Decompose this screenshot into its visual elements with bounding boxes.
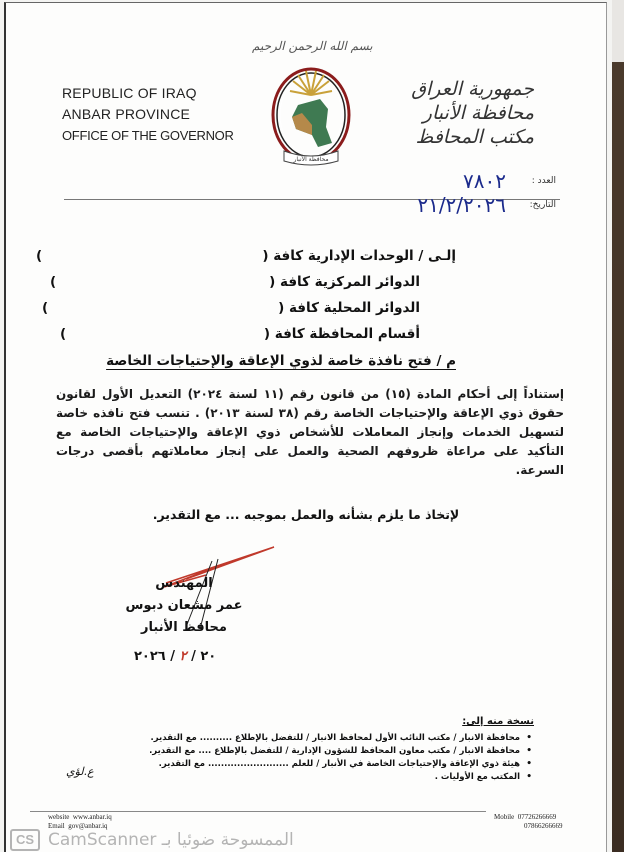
- addressee-bracket: ): [50, 274, 57, 290]
- emblem-caption: محافظة الأنبار: [293, 156, 329, 163]
- watermark-text: الممسوحة ضوئيا بـ CamScanner: [48, 830, 294, 850]
- mobile-label: Mobile: [494, 813, 515, 821]
- arabic-letterhead: [411, 77, 534, 149]
- number-value: ٧٨٠٢: [463, 169, 506, 193]
- body-paragraph: إستناداً إلى أحكام المادة (١٥) من قانون رقم (١١ لسنة ٢٠٢٤) التعديل الأول لقانون حقوق ذوي الإعاقة والإحتياجات الخاصة رقم (٣٨ لسنة ٢٠١٣) . تنسب فتح نافذه خاصة لتسهيل الخدمات وإنجاز المعاملات للأشخاص ذوي الإعاقة والإحتياجات الخاصة مع التأكيد على مراعاة ظروفهم الصحية والعمل على إنجاز معاملاتهم بأقصى درجات السرعة.: [56, 387, 565, 477]
- date-value: ٢١/٢/٢٠٢٦: [417, 193, 506, 217]
- addressee-line: [36, 295, 456, 321]
- letterhead-line-1: REPUBLIC OF IRAQ: [62, 85, 197, 101]
- mobile-number: 07866266669: [524, 822, 563, 830]
- footer-divider: [30, 811, 486, 812]
- date-day: ٢٠: [200, 649, 217, 664]
- website-row: [48, 813, 112, 822]
- email-label: Email: [48, 822, 65, 830]
- date-month: ٢: [179, 649, 187, 664]
- website-link[interactable]: www.anbar.iq: [72, 813, 112, 821]
- subject-line: م / فتح نافذة خاصة لذوي الإعاقة والإحتياجات الخاصة: [106, 353, 456, 369]
- arabic-letterhead-line-2: محافظة الأنبار: [422, 102, 534, 124]
- english-letterhead: [62, 83, 234, 146]
- reference-number-row: [417, 169, 556, 193]
- date-separator: /: [170, 649, 176, 664]
- copy-to-title: نسخة منه إلى:: [462, 716, 534, 727]
- mobile-number: 07726266669: [517, 813, 557, 821]
- addressee-text: إلـى / الوحدات الإدارية كافة (: [262, 248, 456, 264]
- signatory-block: [94, 573, 274, 639]
- signatory-name: عمر مشعان دبوس: [125, 598, 243, 613]
- addressee-bracket: ): [60, 326, 67, 342]
- addressee-line: [36, 243, 456, 269]
- addressee-line: [36, 269, 456, 295]
- basmala: بسم الله الرحمن الرحيم: [252, 39, 373, 53]
- copy-to-item: • هيئة ذوي الإعاقة والإحتياجات الخاصة في الأنبار / للعلم ......................... مع التقدير.: [149, 758, 520, 771]
- closing-line: لإتخاذ ما يلزم بشأنه والعمل بموجبه ... مع التقدير.: [152, 507, 460, 522]
- signatory-position: محافظ الأنبار: [141, 620, 227, 635]
- camscanner-logo-icon: CS: [10, 829, 40, 851]
- addressee-text: الدوائر المحلية كافة (: [278, 300, 420, 316]
- letterhead-line-2: ANBAR PROVINCE: [62, 106, 191, 122]
- copy-to-section: [149, 715, 534, 784]
- addressee-bracket: ): [42, 300, 49, 316]
- footer-mobile: [494, 813, 563, 831]
- signatory-title: المهندس: [155, 576, 213, 591]
- date-year: ٢٠٢٦: [134, 649, 166, 664]
- arabic-letterhead-line-3: مكتب المحافظ: [415, 126, 534, 148]
- date-separator: /: [191, 649, 196, 664]
- addressee-list: [36, 243, 456, 347]
- mobile-row: [494, 813, 563, 822]
- typist-initials: ع.لؤي: [66, 765, 94, 778]
- arabic-letterhead-line-1: جمهورية العراق: [411, 78, 534, 100]
- reference-date-row: [417, 193, 556, 217]
- addressee-text: أقسام المحافظة كافة (: [263, 326, 420, 342]
- website-label: website: [48, 813, 70, 821]
- anbar-emblem-icon: [268, 65, 354, 173]
- copy-to-list: [149, 732, 534, 784]
- copy-to-item: • محافظة الانبار / مكتب معاون المحافظ للشؤون الإدارية / للتفضل بالإطلاع .... مع التقدير.: [149, 745, 520, 758]
- copy-to-item: • المكتب مع الأوليات .: [149, 771, 520, 784]
- palm-tree-icon: [290, 71, 332, 95]
- signature-date: [134, 647, 216, 667]
- copy-to-item: • محافظة الانبار / مكتب النائب الأول لمحافظ الانبار / للتفضل بالإطلاع .......... مع التقدير.: [149, 732, 520, 745]
- number-label: العدد :: [531, 176, 556, 186]
- camscanner-watermark: [10, 829, 294, 851]
- document-page: [4, 2, 607, 852]
- email-link[interactable]: gov@anbar.iq: [68, 822, 108, 830]
- background-edge: [612, 0, 624, 852]
- letterhead-line-3: OFFICE OF THE GOVERNOR: [62, 128, 234, 143]
- addressee-line: [36, 321, 456, 347]
- date-label: التاريخ:: [529, 200, 556, 210]
- addressee-bracket: ): [36, 248, 43, 264]
- addressee-text: الدوائر المركزية كافة (: [269, 274, 420, 290]
- reference-block: [417, 169, 556, 217]
